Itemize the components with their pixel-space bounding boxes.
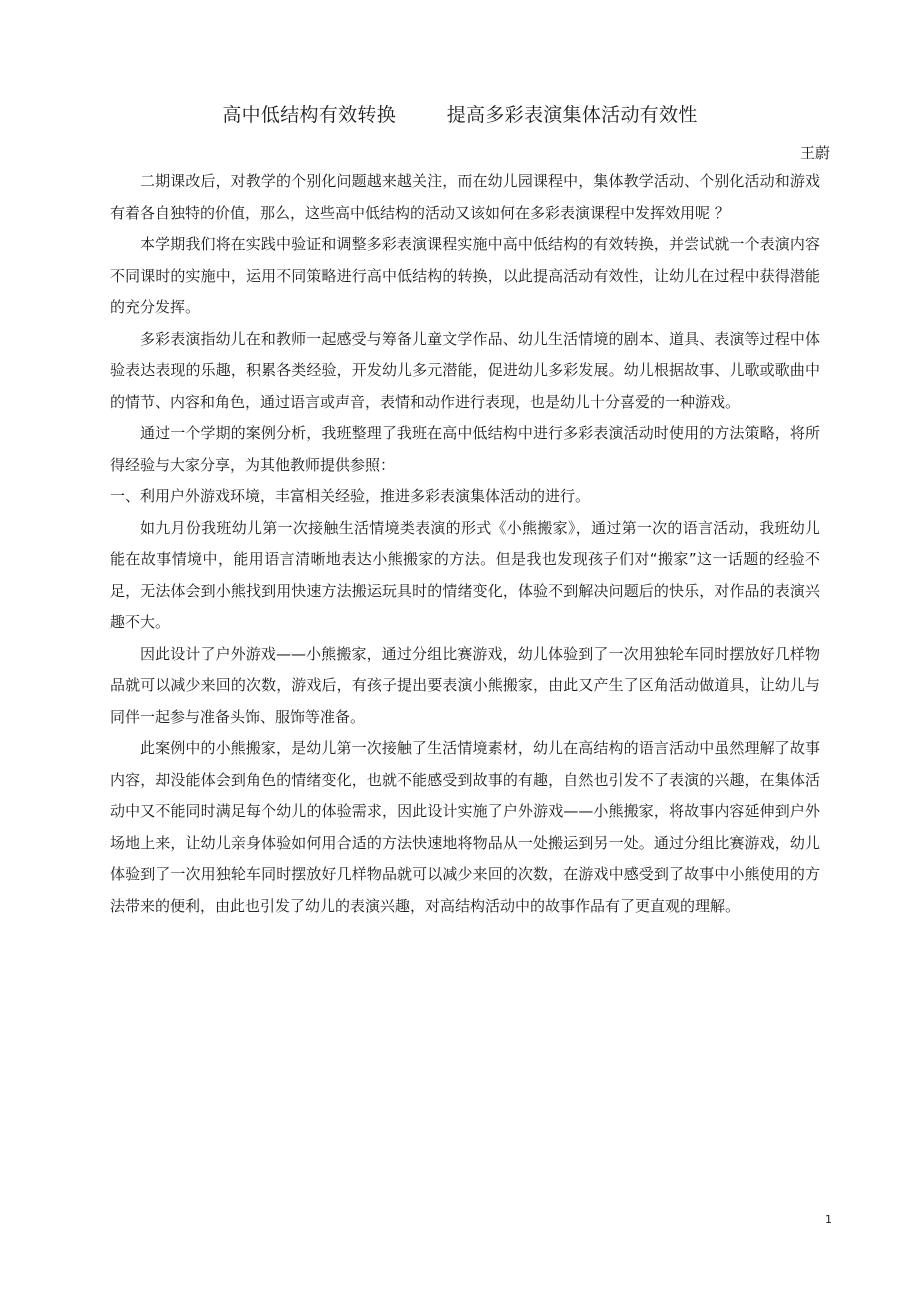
- paragraph-case-example: 如九月份我班幼儿第一次接触生活情境类表演的形式《小熊搬家》，通过第一次的语言活动，我班幼儿能在故事情境中，能用语言清晰地表达小熊搬家的方法。但是我也发现孩子们对“搬家”这一话题的经验不足，无法体会到小熊找到用快速方法搬运玩具时的情绪变化，体验不到解决问题后的快乐，对作品的表演兴趣不大。: [110, 518, 820, 631]
- page-number: 1: [825, 1213, 832, 1226]
- section-heading: 一、利用户外游戏环境，丰富相关经验，推进多彩表演集体活动的进行。: [110, 487, 591, 505]
- document-title: 高中低结构有效转换 提高多彩表演集体活动有效性: [222, 104, 698, 126]
- paragraph-definition: 多彩表演指幼儿在和教师一起感受与筹备儿童文学作品、幼儿生活情境的剧本、道具、表演等过程中体验表达表现的乐趣，积累各类经验，开发幼儿多元潜能，促进幼儿多彩发展。幼儿根据故事、儿歌或歌曲中的情节、内容和角色，通过语言或声音，表情和动作进行表现，也是幼儿十分喜爱的一种游戏。: [110, 329, 820, 411]
- author-name: 王蔚: [799, 144, 830, 162]
- paragraph-case-analysis: 此案例中的小熊搬家，是幼儿第一次接触了生活情境素材，幼儿在高结构的语言活动中虽然理解了故事内容，却没能体会到角色的情绪变化，也就不能感受到故事的有趣，自然也引发不了表演的兴趣，在集体活动中又不能同时满足每个幼儿的体验需求，因此设计实施了户外游戏——小熊搬家，将故事内容延伸到户外场地上来，让幼儿亲身体验如何用合适的方法快速地将物品从一处搬运到另一处。通过分组比赛游戏，幼儿体验到了一次用独轮车同时摆放好几样物品就可以减少来回的次数，在游戏中感受到了故事中小熊使用的方法带来的便利，由此也引发了幼儿的表演兴趣，对高结构活动中的故事作品有了更直观的理解。: [110, 739, 820, 915]
- document-body: [110, 166, 820, 922]
- paragraph-case-summary: 通过一个学期的案例分析，我班整理了我班在高中低结构中进行多彩表演活动时使用的方法策略，将所得经验与大家分享，为其他教师提供参照：: [110, 424, 820, 474]
- paragraph-semester-plan: 本学期我们将在实践中验证和调整多彩表演课程实施中高中低结构的有效转换，并尝试就一个表演内容不同课时的实施中，运用不同策略进行高中低结构的转换，以此提高活动有效性，让幼儿在过程中获得潜能的充分发挥。: [110, 235, 820, 316]
- paragraph-outdoor-game: 因此设计了户外游戏——小熊搬家，通过分组比赛游戏，幼儿体验到了一次用独轮车同时摆放好几样物品就可以减少来回的次数，游戏后，有孩子提出要表演小熊搬家，由此又产生了区角活动做道具，让幼儿与同伴一起参与准备头饰、服饰等准备。: [110, 644, 820, 726]
- paragraph-intro: 二期课改后，对教学的个别化问题越来越关注，而在幼儿园课程中，集体教学活动、个别化活动和游戏有着各自独特的价值，那么，这些高中低结构的活动又该如何在多彩表演课程中发挥效用呢 ？: [110, 172, 820, 222]
